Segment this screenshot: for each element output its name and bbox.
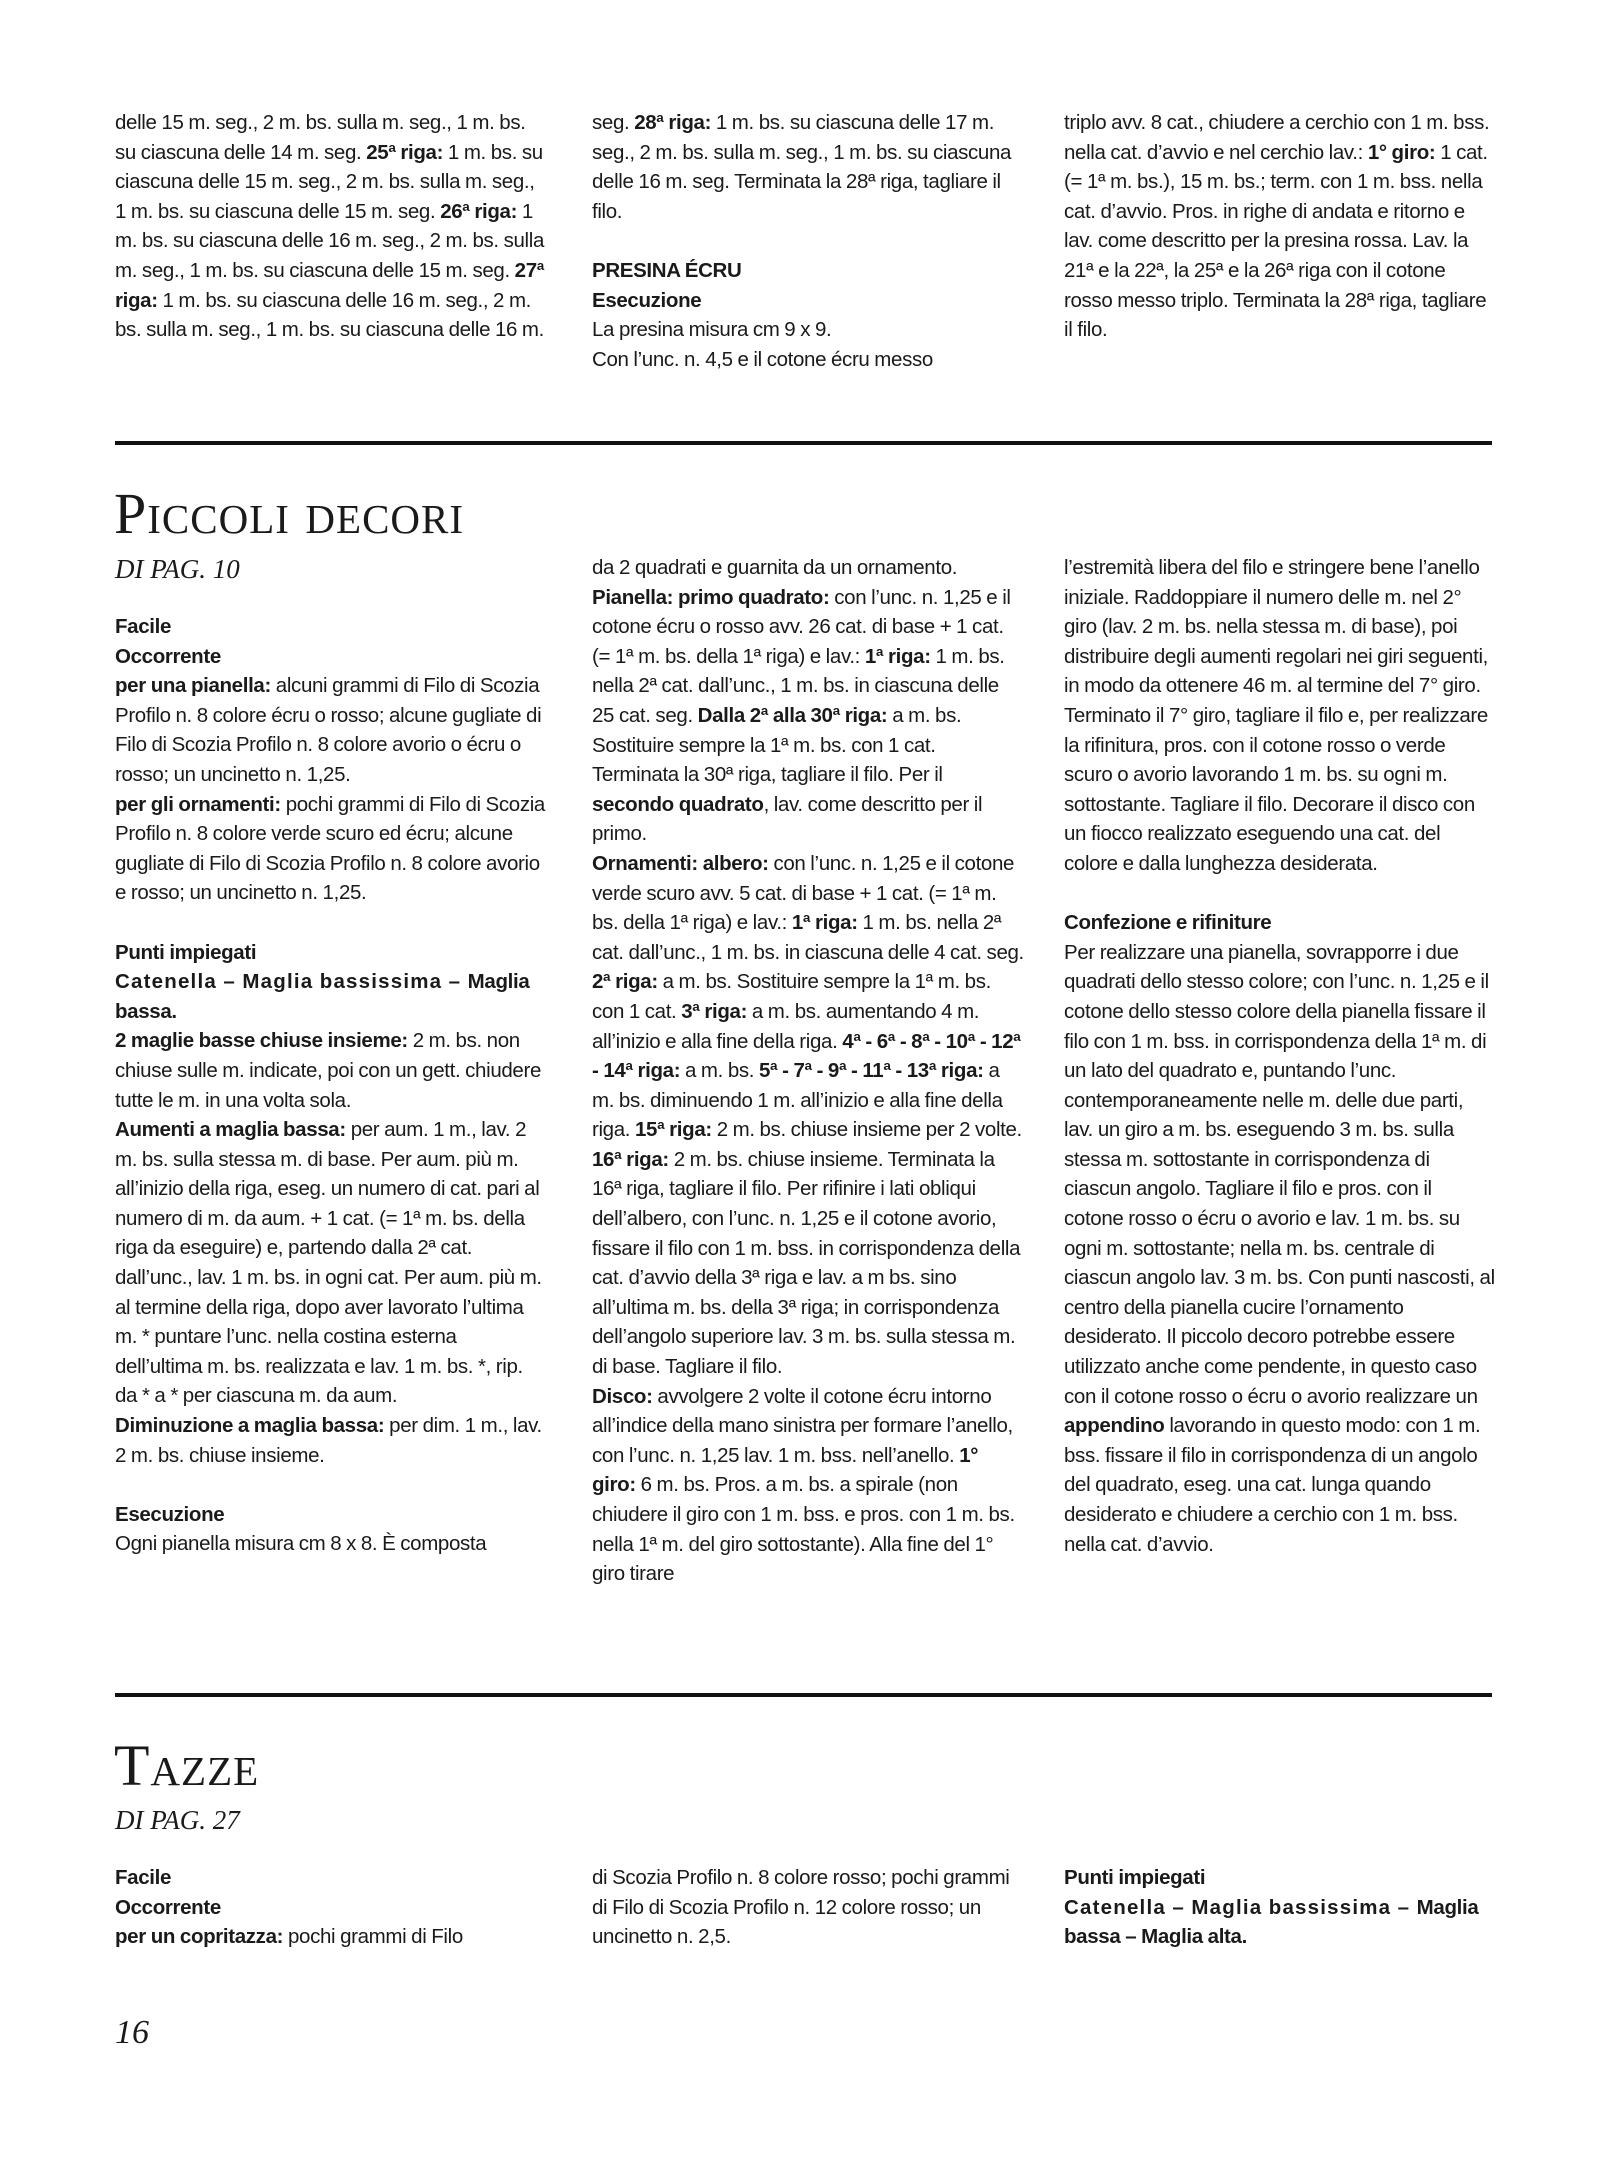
- text-run: triplo avv. 8 cat., chiudere a cerchio con 1 m. bss. nella cat. d’avvio e nel cerchio lav.:: [1064, 111, 1490, 164]
- text-run: con l’unc. n. 1,25 e il cotone verde scuro avv. 5 cat. di base + 1 cat. (= 1ª m. bs. della 1ª riga) e lav.:: [592, 851, 1015, 935]
- paragraph: [115, 1529, 547, 1559]
- bold-term: Facile: [115, 1866, 172, 1889]
- text-run: Per realizzare una pianella, sovrapporre i due quadrati dello stesso colore; con l’unc. n. 1,25 e il cotone dello stesso colore della pianella fissare il filo con 1 m. bss. in corrispondenza della 1ª m. di un lato del quadrato e, puntando l’unc. contemporaneamente nelle m. delle due parti, lav. un giro a m. bs. eseguendo 3 m. bs. sulla stessa m. sottostante in corrispondenza di ciascun angolo. Tagliare il filo e pros. con il cotone rosso o écru o avorio e lav. 1 m. bs. su ogni m. sottostante; nella m. bs. centrale di ciascun angolo lav. 3 m. bs. Con punti nascosti, al centro della pianella cucire l’ornamento desiderato. Il piccolo decoro potrebbe essere utilizzato anche come pendente, in questo caso con il cotone rosso o écru o avorio realizzare un: [1064, 940, 1495, 1408]
- text-run: a m. bs. Sostituire sempre la 1ª m. bs. con 1 cat. Terminata la 30ª riga, tagliare il filo. Per il: [592, 703, 962, 787]
- paragraph: [592, 553, 1024, 849]
- bold-term: Catenella – Maglia bassissima –: [115, 970, 468, 994]
- text-run: 1 cat. (= 1ª m. bs.), 15 m. bs.; term. con 1 m. bss. nella cat. d’avvio. Pros. in righe di andata e ritorno e lav. come descritto per la presina rossa. Lav. la 21ª e la 22ª, la 25ª e la 26ª riga con il cotone rosso messo triplo. Terminata la 28ª riga, tagliare il filo.: [1064, 140, 1488, 342]
- bold-term: 25ª riga:: [366, 140, 444, 164]
- text-run: 2 m. bs. chiuse insieme per 2 volte.: [711, 1118, 1022, 1142]
- text-run: pochi grammi di Filo: [283, 1925, 463, 1949]
- text-run: alcuni grammi di Filo di Scozia Profilo n. 8 colore écru o rosso; alcune gugliate di Filo di Scozia Profilo n. 8 colore avorio o écru o rosso; un uncinetto n. 1,25.: [115, 674, 542, 786]
- bold-term: 26ª riga:: [440, 199, 518, 223]
- text-run: 1 m. bs. su ciascuna delle 17 m. seg., 2 m. bs. sulla m. seg., 1 m. bs. su ciascuna delle 16 m. seg. Terminata la 28ª riga, tagliare il filo.: [592, 111, 1012, 223]
- text-run: 2 m. bs. non chiuse sulle m. indicate, poi con un gett. chiudere tutte le m. in una volta sola.: [115, 1029, 541, 1112]
- bold-term: 3ª riga:: [681, 999, 748, 1023]
- paragraph: [115, 967, 547, 1026]
- presina-ecru-heading: PRESINA ÉCRU: [592, 258, 742, 282]
- text-run: seg.: [592, 111, 635, 134]
- piccoli-column-3: [1064, 553, 1496, 1559]
- text-run: 2 m. bs. chiuse insieme. Terminata la 16ª riga, tagliare il filo. Per rifinire i lati obliqui dell’albero, con l’unc. n. 1,25 e il cotone avorio, fissare il filo con 1 m. bss. in corrispondenza della cat. d’avvio della 3ª riga e lav. a m bs. sino all’ultima m. bs. della 3ª riga; in corrispondenza dell’angolo superiore lav. 3 m. bs. sulla stessa m. di base. Tagliare il filo.: [592, 1147, 1021, 1379]
- bold-term: Occorrente: [115, 644, 221, 668]
- paragraph: [1064, 1893, 1496, 1952]
- bold-term: 16ª riga:: [592, 1147, 669, 1171]
- paragraph: [1064, 938, 1496, 1559]
- text-run: Ogni pianella misura cm 8 x 8. È composta: [115, 1532, 487, 1556]
- text-run: l’estremità libera del filo e stringere bene l’anello iniziale. Raddoppiare il numero delle m. nel 2° giro (lav. 2 m. bs. nella stessa m. di base), poi distribuire degli aumenti regolari nei giri seguenti, in modo da ottenere 46 m. al termine del 7° giro. Terminato il 7° giro, tagliare il filo e, per realizzare la rifinitura, pros. con il cotone rosso o verde scuro o avorio lavorando 1 m. bs. su ogni m. sottostante. Tagliare il filo. Decorare il disco con un fiocco realizzato eseguendo una cat. del colore e dalla lunghezza desiderata.: [1064, 556, 1488, 875]
- paragraph: [115, 642, 547, 672]
- bold-term: 28ª riga:: [634, 111, 712, 134]
- tazze-subtitle: DI PAG. 27: [115, 1805, 240, 1835]
- bold-term: 5ª - 7ª - 9ª - 11ª - 13ª riga:: [759, 1059, 984, 1083]
- bold-term: Catenella – Maglia bassissima –: [1064, 1895, 1417, 1919]
- text-run: 1 m. bs. su ciascuna delle 16 m. seg., 2 m. bs. sulla m. seg., 1 m. bs. su ciascuna delle 15 m. seg.: [115, 199, 544, 282]
- bold-term: Diminuzione a maglia bassa:: [115, 1414, 385, 1438]
- bold-term: 1° giro:: [1367, 140, 1436, 164]
- text-run: a m. bs. Sostituire sempre la 1ª m. bs. con 1 cat.: [592, 970, 991, 1023]
- paragraph: [115, 1411, 547, 1470]
- bold-term: 1° giro:: [592, 1443, 979, 1497]
- bold-term: Aumenti a maglia bassa:: [115, 1118, 346, 1142]
- tazze-column-2: [592, 1863, 1024, 1952]
- text-run: 1 m. bs. su ciascuna delle 16 m. seg., 2 m. bs. sulla m. seg., 1 m. bs. su ciascuna delle 16 m.: [115, 288, 544, 342]
- bold-term: 2 maglie basse chiuse insieme:: [115, 1029, 408, 1053]
- tazze-title: Tazze: [114, 1733, 260, 1798]
- bold-term: 2ª riga:: [592, 970, 658, 994]
- tazze-column-3: [1064, 1863, 1496, 1952]
- bold-term: per un copritazza:: [115, 1925, 284, 1949]
- presina-start-text: Con l’unc. n. 4,5 e il cotone écru messo: [592, 347, 933, 371]
- bold-term: Ornamenti: albero:: [592, 851, 769, 875]
- text-run: di Scozia Profilo n. 8 colore rosso; pochi grammi di Filo di Scozia Profilo n. 12 colore rosso; un uncinetto n. 2,5.: [592, 1866, 1010, 1949]
- paragraph: [115, 1922, 547, 1952]
- text-run: , lav. come descritto per il primo.: [592, 792, 983, 846]
- piccoli-decori-title: Piccoli decori: [114, 481, 465, 546]
- bold-term: secondo quadrato: [592, 792, 764, 816]
- bold-term: Disco:: [592, 1384, 653, 1408]
- bold-term: 15ª riga:: [634, 1118, 712, 1142]
- top-column-1: [115, 108, 547, 345]
- bold-term: Maglia bassa – Maglia alta.: [1064, 1895, 1479, 1949]
- paragraph: [115, 1893, 547, 1923]
- paragraph: [115, 1115, 547, 1411]
- piccoli-column-2: [592, 553, 1024, 1589]
- text-run: 1 m. bs. su ciascuna delle 15 m. seg., 2 m. bs. sulla m. seg., 1 m. bs. su ciascuna delle 15 m. seg.: [115, 140, 543, 223]
- bold-term: Esecuzione: [115, 1502, 225, 1526]
- section-divider-2: [115, 1693, 1492, 1697]
- paragraph: [115, 938, 547, 968]
- bold-term: Punti impiegati: [1064, 1866, 1206, 1889]
- text-run: per dim. 1 m., lav. 2 m. bs. chiuse insieme.: [115, 1414, 542, 1467]
- top-col3-paragraph: [1064, 108, 1496, 345]
- text-run: per aum. 1 m., lav. 2 m. bs. sulla stessa m. di base. Per aum. più m. all’inizio della riga, eseg. un numero di cat. pari al numero di m. da aum. + 1 cat. (= 1ª m. bs. della riga da eseguire) e, partendo dalla 2ª cat. dall’unc., lav. 1 m. bs. in ogni cat. Per aum. più m. al termine della riga, dopo aver lavorato l’ultima m. * puntare l’unc. nella costina esterna dell’ultima m. bs. realizzata e lav. 1 m. bs. *, rip. da * a * per ciascuna m. da aum.: [115, 1118, 542, 1408]
- esecuzione-heading: Esecuzione: [592, 288, 702, 312]
- top-column-3: [1064, 108, 1496, 345]
- bold-term: appendino: [1064, 1414, 1165, 1438]
- paragraph: [592, 1382, 1024, 1589]
- paragraph: [115, 1500, 547, 1530]
- paragraph: [592, 1863, 1024, 1952]
- bold-term: Pianella: primo quadrato:: [592, 585, 830, 609]
- top-col1-paragraph: [115, 108, 547, 345]
- bold-term: Occorrente: [115, 1895, 221, 1919]
- text-run: 1 m. bs. nella 2ª cat. dall’unc., 1 m. bs. in ciascuna delle 25 cat. seg.: [592, 644, 1005, 727]
- text-run: 6 m. bs. Pros. a m. bs. a spirale (non chiudere il giro con 1 m. bss. e pros. con 1 m. bs. nella 1ª m. del giro sottostante). Alla fine del 1° giro tirare: [592, 1473, 1015, 1586]
- bold-term: 4ª - 6ª - 8ª - 10ª - 12ª - 14ª riga:: [592, 1029, 1021, 1083]
- presina-size-text: La presina misura cm 9 x 9.: [592, 318, 832, 342]
- piccoli-column-1: [115, 612, 547, 1559]
- bold-term: Dalla 2ª alla 30ª riga:: [697, 703, 888, 727]
- text-run: delle 15 m. seg., 2 m. bs. sulla m. seg., 1 m. bs. su ciascuna delle 14 m. seg.: [115, 111, 526, 164]
- section-divider-1: [115, 441, 1492, 445]
- paragraph: [1064, 1863, 1496, 1893]
- text-run: da 2 quadrati e guarnita da un ornamento.: [592, 556, 958, 579]
- paragraph: [115, 671, 547, 789]
- paragraph: [115, 1863, 547, 1893]
- paragraph: [1064, 908, 1496, 938]
- text-run: a m. bs.: [680, 1059, 759, 1083]
- bold-term: 1ª riga:: [791, 911, 858, 935]
- piccoli-decori-subtitle: DI PAG. 10: [115, 554, 240, 584]
- page-number: 16: [115, 2014, 149, 2051]
- top-column-2: [592, 108, 1024, 374]
- bold-term: per una pianella:: [115, 674, 271, 698]
- tazze-column-1: [115, 1863, 547, 1952]
- text-run: avvolgere 2 volte il cotone écru intorno all’indice della mano sinistra per formare l’anello, con l’unc. n. 1,25 lav. 1 m. bss. nell’anello.: [592, 1384, 1013, 1467]
- text-run: con l’unc. n. 1,25 e il cotone écru o rosso avv. 26 cat. di base + 1 cat. (= 1ª m. bs. della 1ª riga) e lav.:: [592, 585, 1011, 668]
- text-run: a m. bs. aumentando 4 m. all’inizio e alla fine della riga.: [592, 999, 980, 1053]
- bold-term: Confezione e rifiniture: [1064, 911, 1272, 935]
- paragraph: [592, 849, 1024, 1382]
- bold-term: 1ª riga:: [864, 644, 931, 668]
- paragraph: [115, 790, 547, 908]
- bold-term: 27ª riga:: [115, 258, 544, 312]
- paragraph: [115, 612, 547, 642]
- bold-term: Punti impiegati: [115, 940, 257, 964]
- text-run: a m. bs. diminuendo 1 m. all’inizio e alla fine della riga.: [592, 1059, 1003, 1142]
- paragraph: [1064, 553, 1496, 879]
- paragraph: [115, 1026, 547, 1115]
- bold-term: per gli ornamenti:: [115, 792, 281, 816]
- text-run: pochi grammi di Filo di Scozia Profilo n. 8 colore verde scuro ed écru; alcune gugliate di Filo di Scozia Profilo n. 8 colore avorio e rosso; un uncinetto n. 1,25.: [115, 792, 545, 905]
- text-run: lavorando in questo modo: con 1 m. bss. fissare il filo in corrispondenza di un angolo del quadrato, eseg. una cat. lunga quando desiderato e chiudere a cerchio con 1 m. bss. nella cat. d’avvio.: [1064, 1414, 1481, 1556]
- top-col2-paragraph: [592, 108, 1024, 226]
- text-run: 1 m. bs. nella 2ª cat. dall’unc., 1 m. bs. in ciascuna delle 4 cat. seg.: [592, 911, 1024, 964]
- bold-term: Facile: [115, 615, 172, 638]
- bold-term: Maglia bassa.: [115, 970, 530, 1023]
